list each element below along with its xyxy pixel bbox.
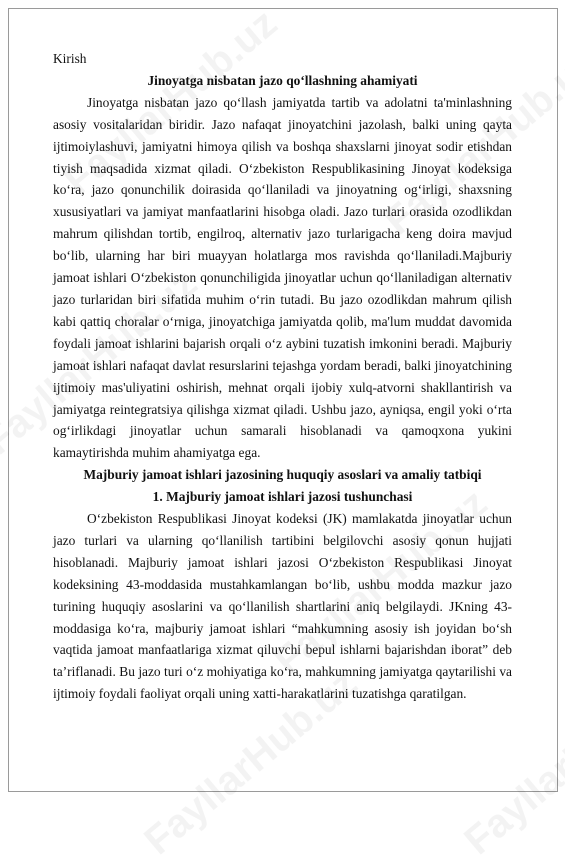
document-body <box>53 48 512 705</box>
body-paragraph: O‘zbekiston Respublikasi Jinoyat kodeksi (JK) mamlakatda jinoyatlar uchun jazo turlari va ularning qo‘llanilish tartibini belgilovchi asosiy qonun hujjati hisoblanadi. Majburiy jamoat ishlari jazosi O‘zbekiston Respublikasi Jinoyat kodeksining 43-moddasida mustahkamlangan bo‘lib, ushbu modda mazkur jazo turining huquqiy asoslarini va qo‘llanilish shartlarini aniq belgilaydi. JKning 43-moddasiga ko‘ra, majburiy jamoat ishlari “mahkumning asosiy ish joyidan bo‘sh vaqtida jamoat manfaatlariga xizmat qiluvchi bepul ishlarni bajarishdan iborat” deb ta’riflanadi. Bu jazo turi o‘z mohiyatiga ko‘ra, mahkumning jamiyatga qaytarilishi va ijtimoiy foydali faoliyat orqali uning xatti-harakatlarini tuzatishga qaratilgan. <box>53 511 512 702</box>
section-heading: Majburiy jamoat ishlari jazosining huquqiy asoslari va amaliy tatbiqi <box>83 467 482 483</box>
body-paragraph: Jinoyatga nisbatan jazo qo‘llash jamiyatda tartib va adolatni ta'minlashning asosiy vositalaridan biridir. Jazo nafaqat jinoyatchini jazolash, balki uning qayta ijtimoiylashuvi, jamiyatni himoya qilish va boshqa shaxslarni jinoyat sodir etishdan tiyish maqsadida xizmat qiladi. O‘zbekiston Respublikasining Jinoyat kodeksiga ko‘ra, jazo qonunchilik doirasida qo‘llaniladi va jinoyatning og‘irligi, shaxsning xususiyatlari va jamiyat manfaatlarini hisobga oladi. Jazo turlari orasida ozodlikdan mahrum qilishdan tortib, engilroq, alternativ jazo turlarigacha keng doira mavjud bo‘lib, ularning har biri muayyan holatlarga mos ravishda qo‘llaniladi.Majburiy jamoat ishlari O‘zbekiston qonunchiligida jinoyatlar uchun qo‘llaniladigan alternativ jazo turlaridan biri sifatida muhim o‘rin tutadi. Bu jazo ozodlikdan mahrum qilish kabi qattiq choralar o‘rniga, jinoyatchiga jamiyatda qolib, ma'lum muddat davomida foydali jamoat ishlarini bajarish orqali o‘z aybini tuzatish imkonini beradi. Majburiy jamoat ishlari nafaqat davlat resurslarini tejashga yordam beradi, balki jinoyatchining ijtimoiy mas'uliyatini oshirish, mehnat orqali ijobiy xulq-atvorni shakllantirish va jamiyatga reintegratsiya qilishga xizmat qiladi. Ushbu jazo, ayniqsa, engil yoki o‘rta og‘irlikdagi jinoyatlar uchun samarali hisoblanadi va qamoqxona yukini kamaytirishda muhim ahamiyatga ega. <box>53 94 512 461</box>
subsection-heading: 1. Majburiy jamoat ishlari jazosi tushunchasi <box>152 489 413 505</box>
section-heading: Jinoyatga nisbatan jazo qo‘llashning ahamiyati <box>147 72 418 88</box>
intro-label: Kirish <box>53 51 87 66</box>
